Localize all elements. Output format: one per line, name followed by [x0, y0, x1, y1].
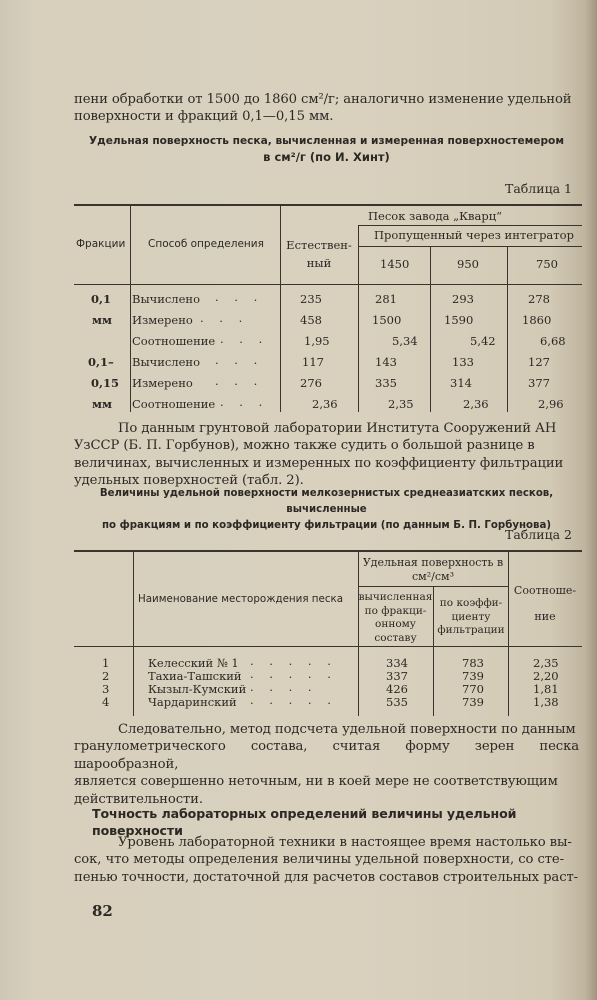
table1-cell: 127: [528, 355, 550, 369]
table2-cell: 739: [462, 695, 484, 709]
table2-cell: 426: [386, 682, 408, 696]
leader-dots: . . .: [220, 332, 269, 346]
table1-fraction: 0,1: [91, 292, 112, 306]
paragraph-3: [74, 721, 579, 808]
table1-top-rule: [74, 204, 582, 206]
table1-cell: 2,36: [463, 397, 489, 411]
leader-dots: . . .: [220, 395, 269, 409]
text-line: пенью точности, достаточной для расчетов составов строительных раст-: [74, 869, 579, 885]
table2-label: Таблица 2: [504, 527, 572, 542]
table1-cell: 314: [450, 376, 472, 390]
table1-cell: 1590: [444, 313, 474, 327]
text-line: УзССР (Б. П. Горбунов), можно также судить о большой разнице в: [74, 438, 535, 454]
table2-cell: 1,81: [533, 682, 559, 696]
table1-cell: 117: [302, 355, 324, 369]
table1-cell: 335: [375, 376, 397, 390]
table2-cell: 334: [386, 656, 408, 670]
table2-cell: 337: [386, 669, 408, 683]
header-by-fraction: вычисленная по фракци-онному составу: [358, 591, 433, 644]
leader-dots: . . .: [215, 374, 264, 388]
table1-cell: 2,96: [538, 397, 564, 411]
text-line: сок, что методы определения величины удельной поверхности, со сте-: [74, 852, 564, 868]
table1-cell: 5,42: [470, 334, 496, 348]
page-shadow: [585, 0, 597, 1000]
table1-cell: 281: [375, 292, 397, 306]
table1-cell: 278: [528, 292, 550, 306]
table2-cell: 2,20: [533, 669, 559, 683]
header-sand-group: Песок завода „Кварц“: [368, 209, 502, 223]
leader-dots: . . . . .: [250, 693, 337, 707]
table1-vline: [130, 205, 131, 412]
table1-method: Соотношение: [132, 334, 216, 348]
table1-cell: 133: [452, 355, 474, 369]
table2-top-rule: [74, 550, 582, 552]
leader-dots: . . .: [215, 290, 264, 304]
table1-cell: 377: [528, 376, 550, 390]
text-line: гранулометрического состава, считая форму зерен песка шарообразной,: [74, 739, 579, 772]
text-line: Уровень лабораторной техники в настоящее время настолько вы-: [118, 835, 572, 850]
table1-method: Измерено: [132, 313, 193, 327]
table2-caption-line: по фракциям и по коэффициенту фильтрации (по данным Б. П. Горбунова): [102, 520, 551, 531]
header-name: Наименование месторождения песка: [138, 593, 344, 605]
table1-vline: [507, 247, 508, 412]
table2-vline: [133, 551, 134, 716]
table2-caption-line: Величины удельной поверхности мелкозернистых среднеазиатских песков, вычисленные: [99, 488, 554, 515]
table1-header-rule: [74, 284, 582, 285]
text-line: По данным грунтовой лаборатории Института Сооружений АН: [118, 421, 557, 436]
table2-cell: 739: [462, 669, 484, 683]
text-line: удельных поверхностей (табл. 2).: [74, 473, 304, 489]
paragraph-4: [74, 834, 579, 886]
text-line: действительности.: [74, 791, 203, 807]
table1-subgroup-rule: [358, 246, 582, 247]
table1-fraction: мм: [92, 397, 112, 411]
table2-cell: 535: [386, 695, 408, 709]
table1-cell: 1500: [372, 313, 402, 327]
table1-cell: 293: [452, 292, 474, 306]
text-line: величинах, вычисленных и измеренных по коэффициенту фильтрации: [74, 455, 564, 471]
table2-cell: 770: [462, 682, 484, 696]
table2-header-rule: [74, 646, 582, 647]
table1-cell: 1860: [522, 313, 552, 327]
header-surface-group: Удельная поверхность в см²/см³: [362, 556, 504, 583]
table1-cell: 276: [300, 376, 322, 390]
table1-cell: 6,68: [540, 334, 566, 348]
header-method: Способ определения: [148, 238, 264, 250]
section-heading: Точность лабораторных определений величины удельной поверхности: [92, 806, 517, 839]
table1-cell: 235: [300, 292, 322, 306]
table1-method: Измерено: [132, 376, 193, 390]
leader-dots: . . . . .: [250, 667, 337, 681]
text-line: поверхности и фракций 0,1—0,15 мм.: [74, 109, 334, 125]
table2-name: Келесский № 1: [148, 656, 239, 670]
header-natural: Естествен-ный: [286, 238, 352, 270]
table1-fraction: 0,1–: [88, 355, 114, 369]
table1-cell: 2,35: [388, 397, 414, 411]
table2-name: Тахиа-Ташский: [148, 669, 242, 683]
table1-cell: 2,36: [312, 397, 338, 411]
table2-row-number: 1: [102, 656, 110, 670]
table1-label: Таблица 1: [504, 181, 572, 196]
leader-dots: . . . . .: [250, 654, 337, 668]
table2-vline: [508, 551, 509, 716]
table2-row-number: 4: [102, 695, 110, 709]
text-line: является совершенно неточным, ни в коей мере не соответствующим: [74, 774, 558, 790]
table1-method: Вычислено: [132, 292, 201, 306]
header-by-filtration: по коэффи-циенту фильтрации: [437, 597, 505, 636]
header-950: 950: [457, 257, 479, 271]
table2-cell: 783: [462, 656, 484, 670]
table1-caption-line: в см²/г (по И. Хинт): [263, 150, 390, 164]
table1-cell: 1,95: [304, 334, 330, 348]
page-number: 82: [92, 902, 113, 920]
header-integrator-group: Пропущенный через интегратор: [374, 228, 574, 242]
leader-dots: . . .: [215, 353, 264, 367]
header-750: 750: [536, 257, 558, 271]
paragraph-2: [74, 420, 579, 490]
text-line: Следовательно, метод подсчета удельной поверхности по данным: [118, 722, 576, 737]
header-ratio: Соотноше-ние: [513, 584, 577, 623]
table1-caption-line: Удельная поверхность песка, вычисленная и измеренная поверхностемером: [89, 135, 564, 147]
table2-name: Кызыл-Кумский: [148, 682, 247, 696]
table1-vline: [430, 247, 431, 412]
table1-group-rule: [358, 225, 582, 226]
table1-method: Вычислено: [132, 355, 201, 369]
table2-name: Чардаринский: [148, 695, 237, 709]
header-1450: 1450: [380, 257, 410, 271]
table1-cell: 143: [375, 355, 397, 369]
table1-method: Соотношение: [132, 397, 216, 411]
table1-fraction: мм: [92, 313, 112, 327]
table1-cell: 5,34: [392, 334, 418, 348]
text-line: пени обработки от 1500 до 1860 см²/г; аналогично изменение удельной: [74, 92, 572, 107]
table1-cell: 458: [300, 313, 322, 327]
table2-row-number: 3: [102, 682, 110, 696]
header-fraction: Фракции: [76, 238, 126, 250]
leader-dots: . . . .: [250, 680, 318, 694]
table2-row-number: 2: [102, 669, 110, 683]
table1-vline: [280, 205, 281, 412]
leader-dots: . . .: [200, 311, 249, 325]
table1-vline: [358, 226, 359, 412]
table2-cell: 1,38: [533, 695, 559, 709]
table1-caption: [74, 133, 579, 165]
table2-cell: 2,35: [533, 656, 559, 670]
table1-fraction: 0,15: [91, 376, 120, 390]
table2-caption: [74, 486, 579, 534]
intro-paragraph: [74, 91, 579, 126]
